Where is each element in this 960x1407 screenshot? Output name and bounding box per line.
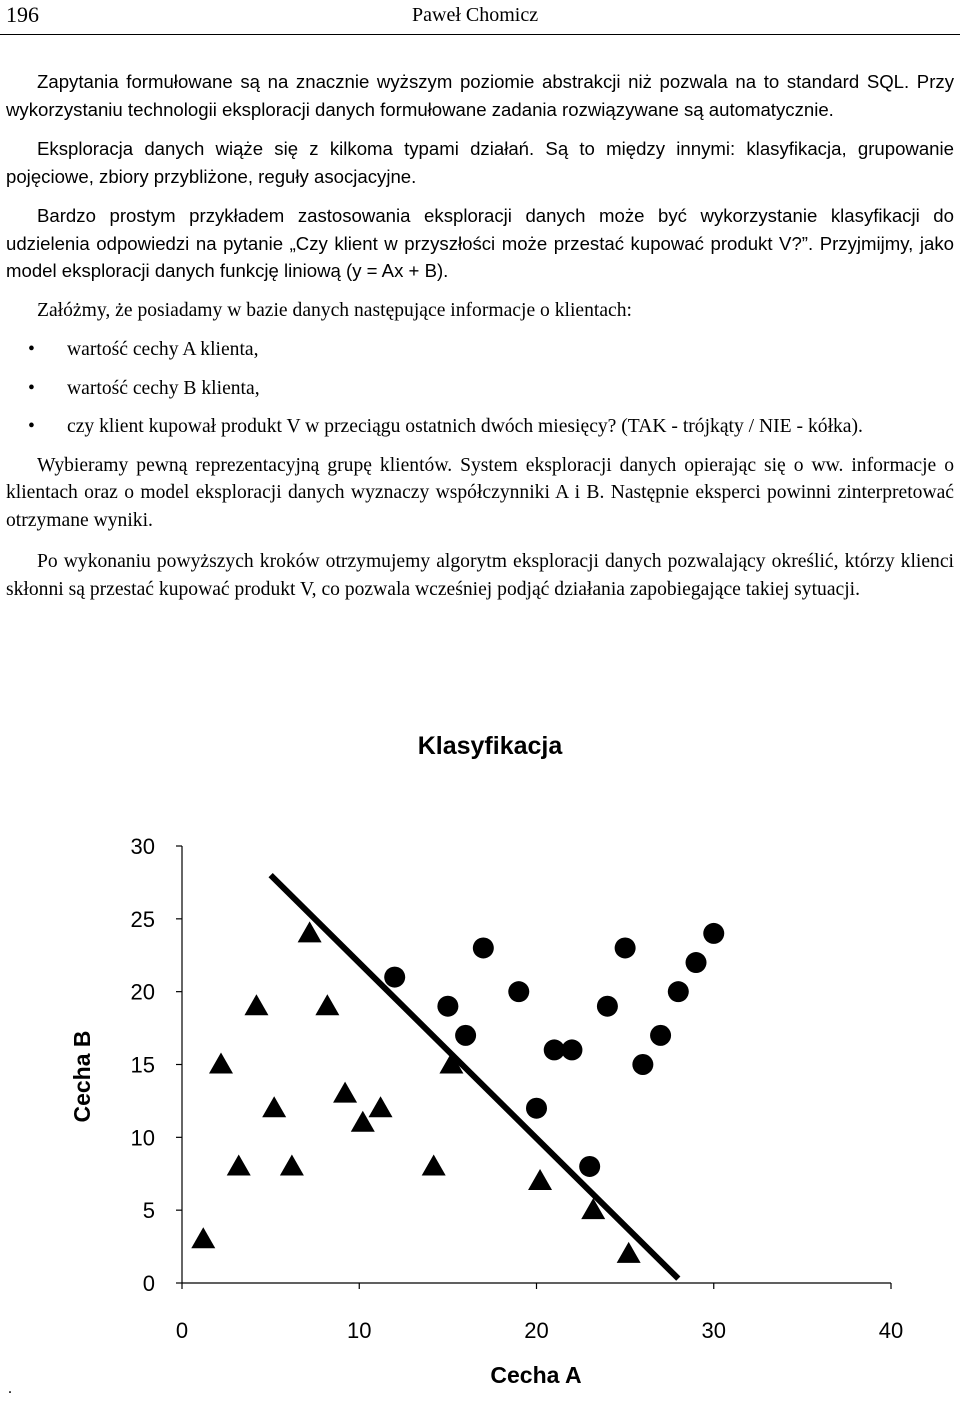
x-axis-label: Cecha A [490,1362,582,1388]
page-number: 196 [6,2,39,27]
triangle-point [244,994,268,1015]
running-head-author: Paweł Chomicz [412,4,539,26]
triangle-point [191,1227,215,1248]
bullet-list [6,336,954,441]
footer-mark: . [8,1380,12,1397]
x-tick-label: 0 [175,1318,189,1343]
circle-point [650,1025,671,1046]
y-tick-label: 15 [130,1052,155,1078]
triangle-point [369,1096,393,1117]
paragraph-2: Eksploracja danych wiąże się z kilkoma typami działań. Są to między innymi: klasyfikacja, grupowanie pojęciowe, zbiory przybliżone, reguły asocjacyjne. [6,138,954,187]
circle-point [561,1039,582,1060]
plot-area [131,834,904,1343]
circle-point [384,967,405,988]
bullet-item [6,413,954,441]
circle-point [579,1156,600,1177]
y-axis-label: Cecha B [69,1030,95,1123]
regression-line [271,875,679,1278]
y-tick-label: 25 [130,906,155,932]
chart-title: Klasyfikacja [417,732,563,760]
classification-scatter-chart [0,720,960,1400]
circle-point [703,923,724,944]
bullet-text: czy klient kupował produkt V w przeciągu ostatnich dwóch miesięcy? (TAK - trójkąty / NIE - kółka). [67,416,863,437]
triangle-point [280,1154,304,1175]
circle-point [632,1054,653,1075]
circle-point [473,937,494,958]
y-tick-label: 5 [142,1198,155,1224]
y-tick-label: 10 [130,1125,155,1151]
triangle-point [209,1053,233,1074]
x-tick-label: 40 [878,1318,904,1343]
circle-point [437,996,458,1017]
x-tick-label: 10 [347,1318,372,1343]
bullet-glyph: • [28,416,35,437]
y-tick-label: 20 [130,979,155,1005]
triangle-point [617,1242,641,1263]
y-tick-label: 0 [142,1271,155,1296]
paragraph-1: Zapytania formułowane są na znacznie wyższym poziomie abstrakcji niż pozwala na to standard SQL. Przy wykorzystaniu technologii eksploracji danych formułowane zadania rozwiązywane są automatycznie. [6,71,954,120]
triangle-point [262,1096,286,1117]
bullet-item [6,375,954,403]
triangle-point [422,1154,446,1175]
triangle-point [528,1169,552,1190]
circle-point [597,996,618,1017]
bullet-item [6,336,954,364]
circle-point [668,981,689,1002]
triangle-point [227,1154,251,1175]
paragraph-4: Załóżmy, że posiadamy w bazie danych następujące informacje o klientach: [37,299,632,321]
paragraph-3: Bardzo prostym przykładem zastosowania eksploracji danych może być wykorzystanie klasyfikacji do udzielenia odpowiedzi na pytanie „Czy klient w przyszłości może przestać kupować produkt V?”. Przyjmijmy, jako model eksploracji danych funkcję liniową (y = Ax + B). [6,205,954,281]
circle-point [615,937,636,958]
page-header [0,0,960,35]
x-tick-label: 30 [701,1318,726,1343]
bullet-text: wartość cechy B klienta, [67,377,260,399]
paragraph-5: Wybieramy pewną reprezentacyjną grupę klientów. System eksploracji danych opierając się o ww. informacje o klientach oraz o model eksploracji danych wyznaczy współczynniki A i B. Następnie eksperci powinni zinterpretować otrzymane wyniki. [6,454,954,531]
paragraph-6: Po wykonaniu powyższych kroków otrzymujemy algorytm eksploracji danych pozwalający określić, którzy klienci skłonni są przestać kupować produkt V, co pozwala wcześniej podjąć działania zapobiegające takiej sytuacji. [6,551,954,600]
triangle-point [333,1082,357,1103]
circle-point [455,1025,476,1046]
bullet-text: wartość cechy A klienta, [67,339,259,360]
triangle-point [315,994,339,1015]
bullet-glyph: • [28,377,35,399]
bullet-glyph: • [28,339,35,360]
y-tick-label: 30 [130,834,155,859]
x-tick-label: 20 [524,1318,549,1343]
circle-point [526,1098,547,1119]
body-text [6,68,954,603]
circle-point [508,981,529,1002]
circle-point [686,952,707,973]
